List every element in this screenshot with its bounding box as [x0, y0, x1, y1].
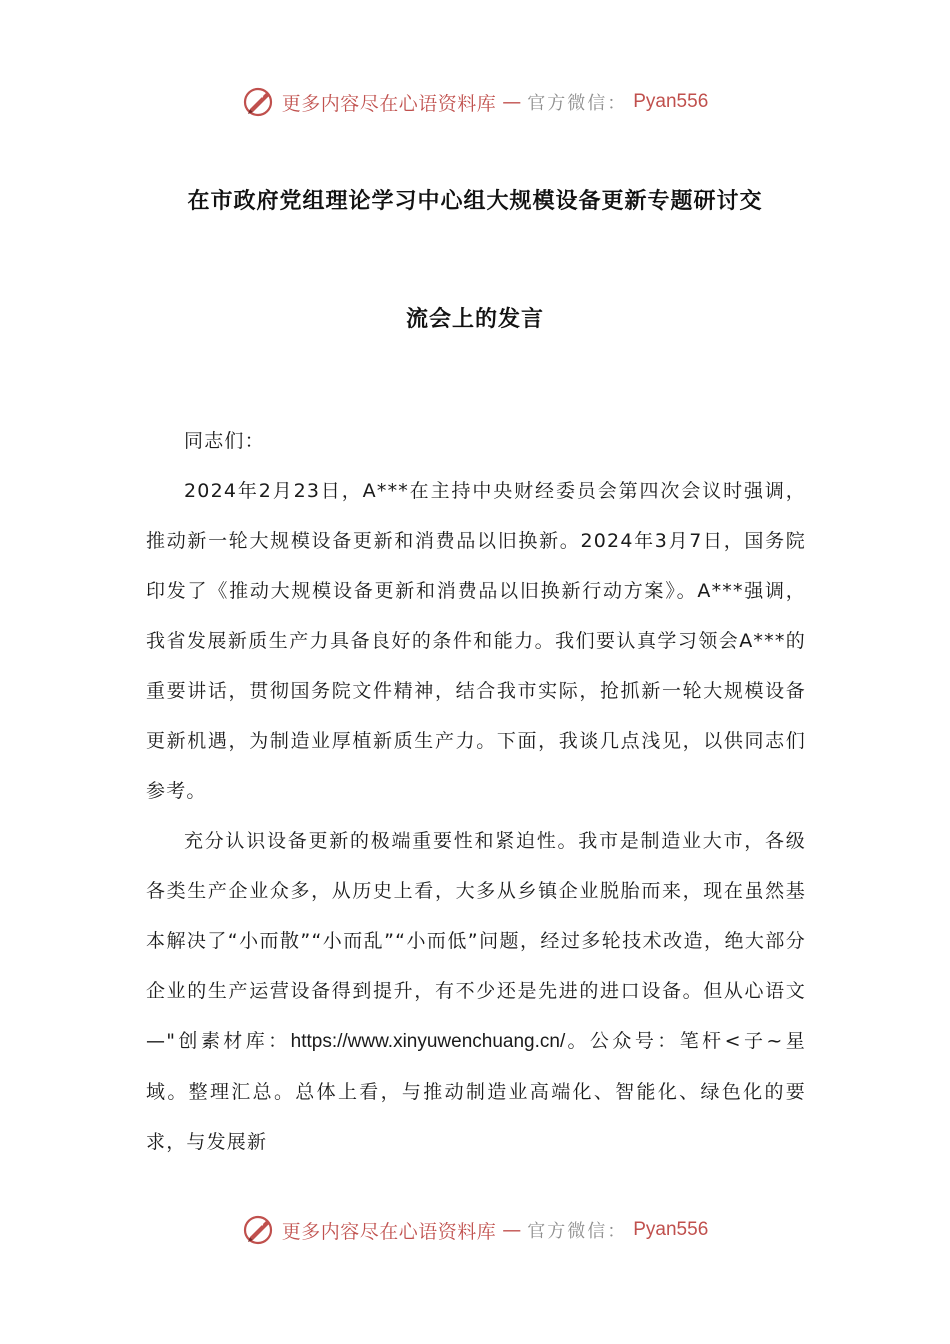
watermark-header: [0, 82, 950, 122]
watermark-dash: —: [502, 91, 522, 113]
paragraph-2-text-b: 。公众号：笔杆<子~星域。整理汇总。总体上看，与推动制造业高端化、智能化、绿色化的要求，与发展新: [146, 1030, 807, 1153]
pen-logo-icon: [242, 1213, 276, 1247]
paragraph-2-text-a: 充分认识设备更新的极端重要性和紧迫性。我市是制造业大市，各级各类生产企业众多，从历史上看，大多从乡镇企业脱胎而来，现在虽然基本解决了“小而散”“小而乱”“小而低”问题，经过多轮技术改造，绝大部分企业的生产运营设备得到提升，有不少还是先进的进口设备。但从心语文—"创素材库：: [146, 830, 806, 1052]
watermark-wechat-label: 官方微信：: [527, 1221, 628, 1242]
source-url-link[interactable]: https://www.xinyuwenchuang.cn/: [290, 1031, 566, 1052]
watermark-wechat-label: 官方微信：: [527, 93, 628, 114]
paragraph-2: [146, 816, 806, 1167]
document-body: [146, 416, 806, 1167]
watermark-site-text: 更多内容尽在心语资料库: [281, 92, 497, 115]
watermark-wechat-id: Pyan556: [633, 91, 709, 112]
pen-logo-icon: [242, 85, 276, 119]
watermark-dash: —: [502, 1219, 522, 1241]
document-title-line1: 在市政府党组理论学习中心组大规模设备更新专题研讨交: [187, 189, 763, 214]
watermark-wechat-id: Pyan556: [633, 1219, 709, 1240]
salutation: 同志们：: [184, 430, 265, 452]
watermark-site-text: 更多内容尽在心语资料库: [281, 1220, 497, 1243]
watermark-footer: [0, 1210, 950, 1250]
paragraph-1: 2024年2月23日，A***在主持中央财经委员会第四次会议时强调，推动新一轮大规模设备更新和消费品以旧换新。2024年3月7日，国务院印发了《推动大规模设备更新和消费品以旧换新行动方案》。A***强调，我省发展新质生产力具备良好的条件和能力。我们要认真学习领会A***的重要讲话，贯彻国务院文件精神，结合我市实际，抢抓新一轮大规模设备更新机遇，为制造业厚植新质生产力。下面，我谈几点浅见，以供同志们参考。: [146, 480, 806, 802]
document-title-line2: 流会上的发言: [405, 307, 544, 332]
